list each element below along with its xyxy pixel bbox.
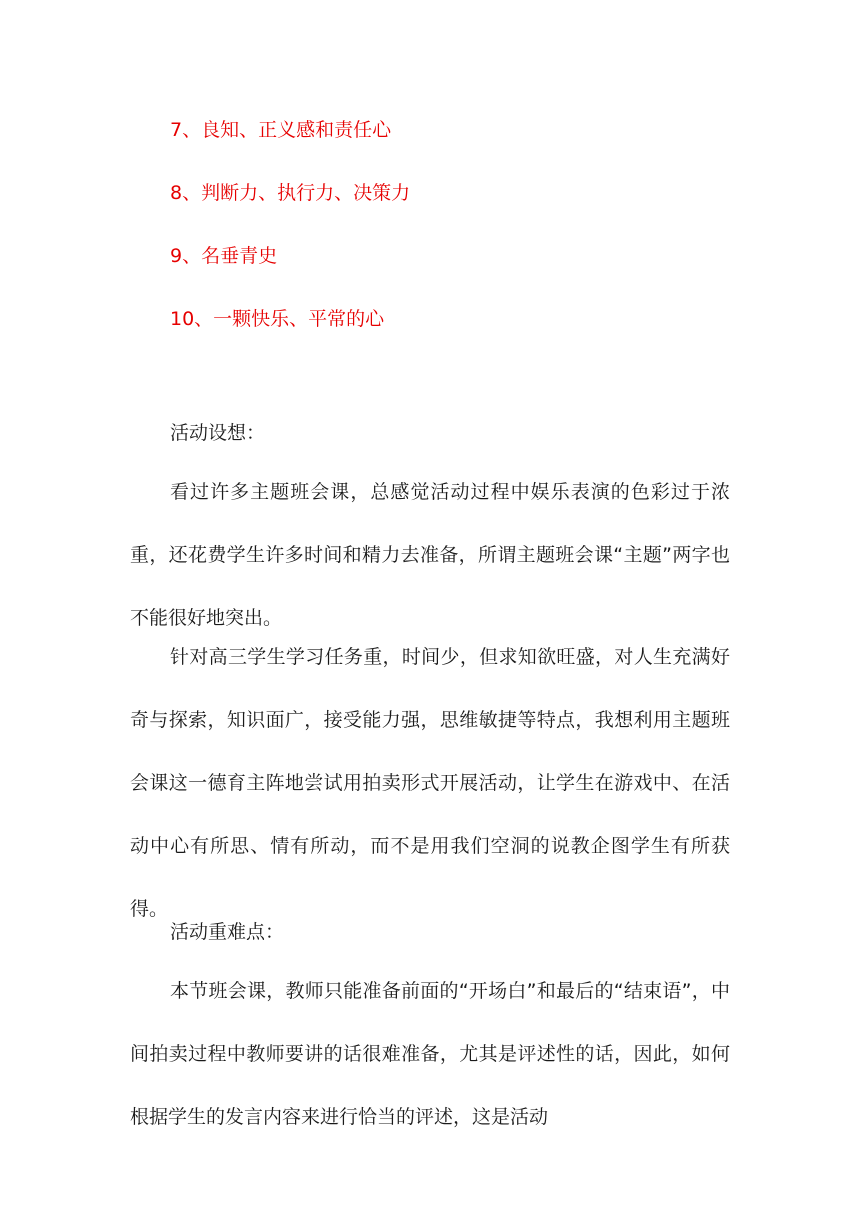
key-points-heading: 活动重难点： bbox=[170, 921, 285, 943]
key-points-paragraph-1: 本节班会课，教师只能准备前面的“开场白”和最后的“结束语”，中间拍卖过程中教师要讲的话很难准备，尤其是评述性的话，因此，如何根据学生的发言内容来进行恰当的评述，这是活动 bbox=[130, 980, 730, 1128]
activity-idea-heading: 活动设想： bbox=[170, 422, 266, 444]
list-item-7: 7、良知、正义感和责任心 bbox=[170, 119, 392, 141]
activity-idea-paragraph-2: 针对高三学生学习任务重，时间少，但求知欲旺盛，对人生充满好奇与探索，知识面广，接受能力强，思维敏捷等特点，我想利用主题班会课这一德育主阵地尝试用拍卖形式开展活动，让学生在游戏中、在活动中心有所思、情有所动，而不是用我们空洞的说教企图学生有所获得。 bbox=[130, 646, 730, 920]
list-item-9: 9、名垂青史 bbox=[170, 245, 278, 267]
activity-idea-paragraph-1: 看过许多主题班会课，总感觉活动过程中娱乐表演的色彩过于浓重，还花费学生许多时间和精力去准备，所谓主题班会课“主题”两字也不能很好地突出。 bbox=[130, 481, 730, 629]
list-item-10: 10、一颗快乐、平常的心 bbox=[170, 308, 385, 330]
list-item-8: 8、判断力、执行力、决策力 bbox=[170, 182, 411, 204]
